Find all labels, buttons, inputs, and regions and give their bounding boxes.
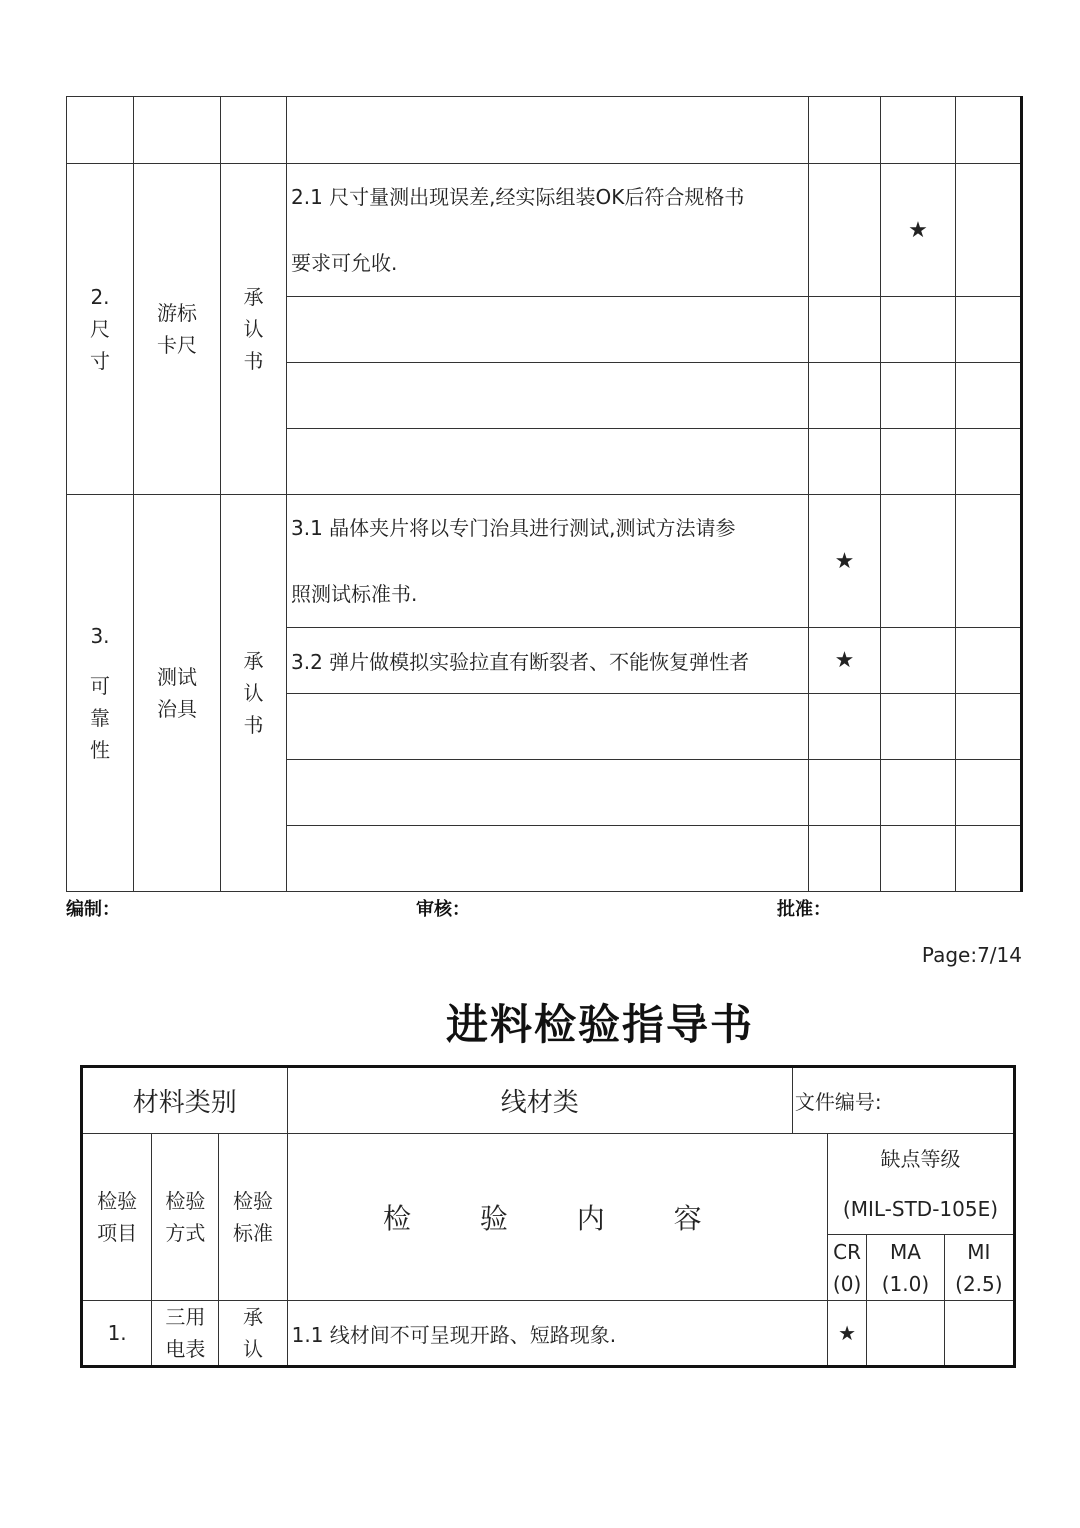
row1-cr-star-mark: ★ bbox=[827, 1301, 866, 1367]
row1-mi-cell bbox=[944, 1301, 1014, 1367]
col-standard-header: 检验 标准 bbox=[219, 1134, 287, 1301]
empty-cell bbox=[956, 760, 1022, 826]
mi-header: MI (2.5) bbox=[944, 1235, 1014, 1301]
empty-cell bbox=[881, 363, 956, 429]
empty-cell bbox=[956, 363, 1022, 429]
ma-cell bbox=[881, 495, 956, 628]
cr-cell bbox=[809, 164, 881, 297]
mi-cell bbox=[956, 495, 1022, 628]
inspection-table bbox=[80, 1065, 1016, 1368]
cr-star-mark: ★ bbox=[809, 495, 881, 628]
col-method-header: 检验 方式 bbox=[152, 1134, 219, 1301]
section3-row1-content: 3.1 晶体夹片将以专门治具进行测试,测试方法请参 照测试标准书. bbox=[287, 495, 809, 628]
empty-cell bbox=[287, 694, 809, 760]
review-signature-label: 审核： bbox=[416, 899, 470, 920]
row1-method: 三用 电表 bbox=[152, 1301, 219, 1367]
empty-cell bbox=[287, 429, 809, 495]
empty-cell bbox=[881, 760, 956, 826]
empty-cell bbox=[809, 760, 881, 826]
empty-cell bbox=[287, 363, 809, 429]
section3-item: 3. 可 靠 性 bbox=[67, 495, 134, 892]
empty-cell bbox=[809, 97, 881, 164]
section2-content: 2.1 尺寸量测出现误差,经实际组装OK后符合规格书 要求可允收. bbox=[287, 164, 809, 297]
section2-method: 游标 卡尺 bbox=[134, 164, 221, 495]
empty-cell bbox=[809, 363, 881, 429]
col-item-header: 检验 项目 bbox=[82, 1134, 152, 1301]
document-title: 进料检验指导书 bbox=[445, 1000, 754, 1049]
empty-cell bbox=[809, 429, 881, 495]
row1-content: 1.1 线材间不可呈现开路、短路现象. bbox=[287, 1301, 827, 1367]
page-number: Page:7/14 bbox=[921, 943, 1022, 967]
mi-cell bbox=[956, 164, 1022, 297]
empty-cell bbox=[221, 97, 287, 164]
col-content-header: 检 验 内 容 bbox=[287, 1134, 827, 1301]
row1-ma-cell bbox=[867, 1301, 944, 1367]
ma-header: MA (1.0) bbox=[867, 1235, 944, 1301]
category-label: 材料类别 bbox=[82, 1067, 288, 1134]
empty-cell bbox=[881, 826, 956, 892]
compile-signature-label: 编制： bbox=[66, 899, 120, 920]
empty-cell bbox=[956, 694, 1022, 760]
empty-cell bbox=[881, 694, 956, 760]
doc-number-label: 文件编号: bbox=[792, 1067, 1014, 1134]
inspection-table-continued bbox=[66, 96, 1023, 892]
section3-row2-content: 3.2 弹片做模拟实验拉直有断裂者、不能恢复弹性者 bbox=[287, 628, 809, 694]
empty-cell bbox=[956, 826, 1022, 892]
section2-standard: 承 认 书 bbox=[221, 164, 287, 495]
empty-cell bbox=[881, 97, 956, 164]
category-value: 线材类 bbox=[287, 1067, 792, 1134]
empty-cell bbox=[956, 97, 1022, 164]
empty-cell bbox=[809, 826, 881, 892]
approve-signature-label: 批准： bbox=[777, 899, 831, 920]
empty-cell bbox=[956, 297, 1022, 363]
cr-header: CR (0) bbox=[827, 1235, 866, 1301]
ma-star-mark: ★ bbox=[881, 164, 956, 297]
row1-standard: 承 认 bbox=[219, 1301, 287, 1367]
ma-cell bbox=[881, 628, 956, 694]
empty-cell bbox=[67, 97, 134, 164]
empty-cell bbox=[287, 760, 809, 826]
empty-cell bbox=[287, 97, 809, 164]
empty-cell bbox=[287, 826, 809, 892]
section3-standard: 承 认 书 bbox=[221, 495, 287, 892]
empty-cell bbox=[134, 97, 221, 164]
empty-cell bbox=[809, 694, 881, 760]
empty-cell bbox=[881, 297, 956, 363]
defect-level-header: 缺点等级 (MIL-STD-105E) bbox=[827, 1134, 1014, 1235]
empty-cell bbox=[881, 429, 956, 495]
empty-cell bbox=[956, 429, 1022, 495]
mi-cell bbox=[956, 628, 1022, 694]
section2-item: 2. 尺 寸 bbox=[67, 164, 134, 495]
empty-cell bbox=[287, 297, 809, 363]
empty-cell bbox=[809, 297, 881, 363]
section3-method: 测试 治具 bbox=[134, 495, 221, 892]
cr-star-mark: ★ bbox=[809, 628, 881, 694]
row1-item: 1. bbox=[82, 1301, 152, 1367]
